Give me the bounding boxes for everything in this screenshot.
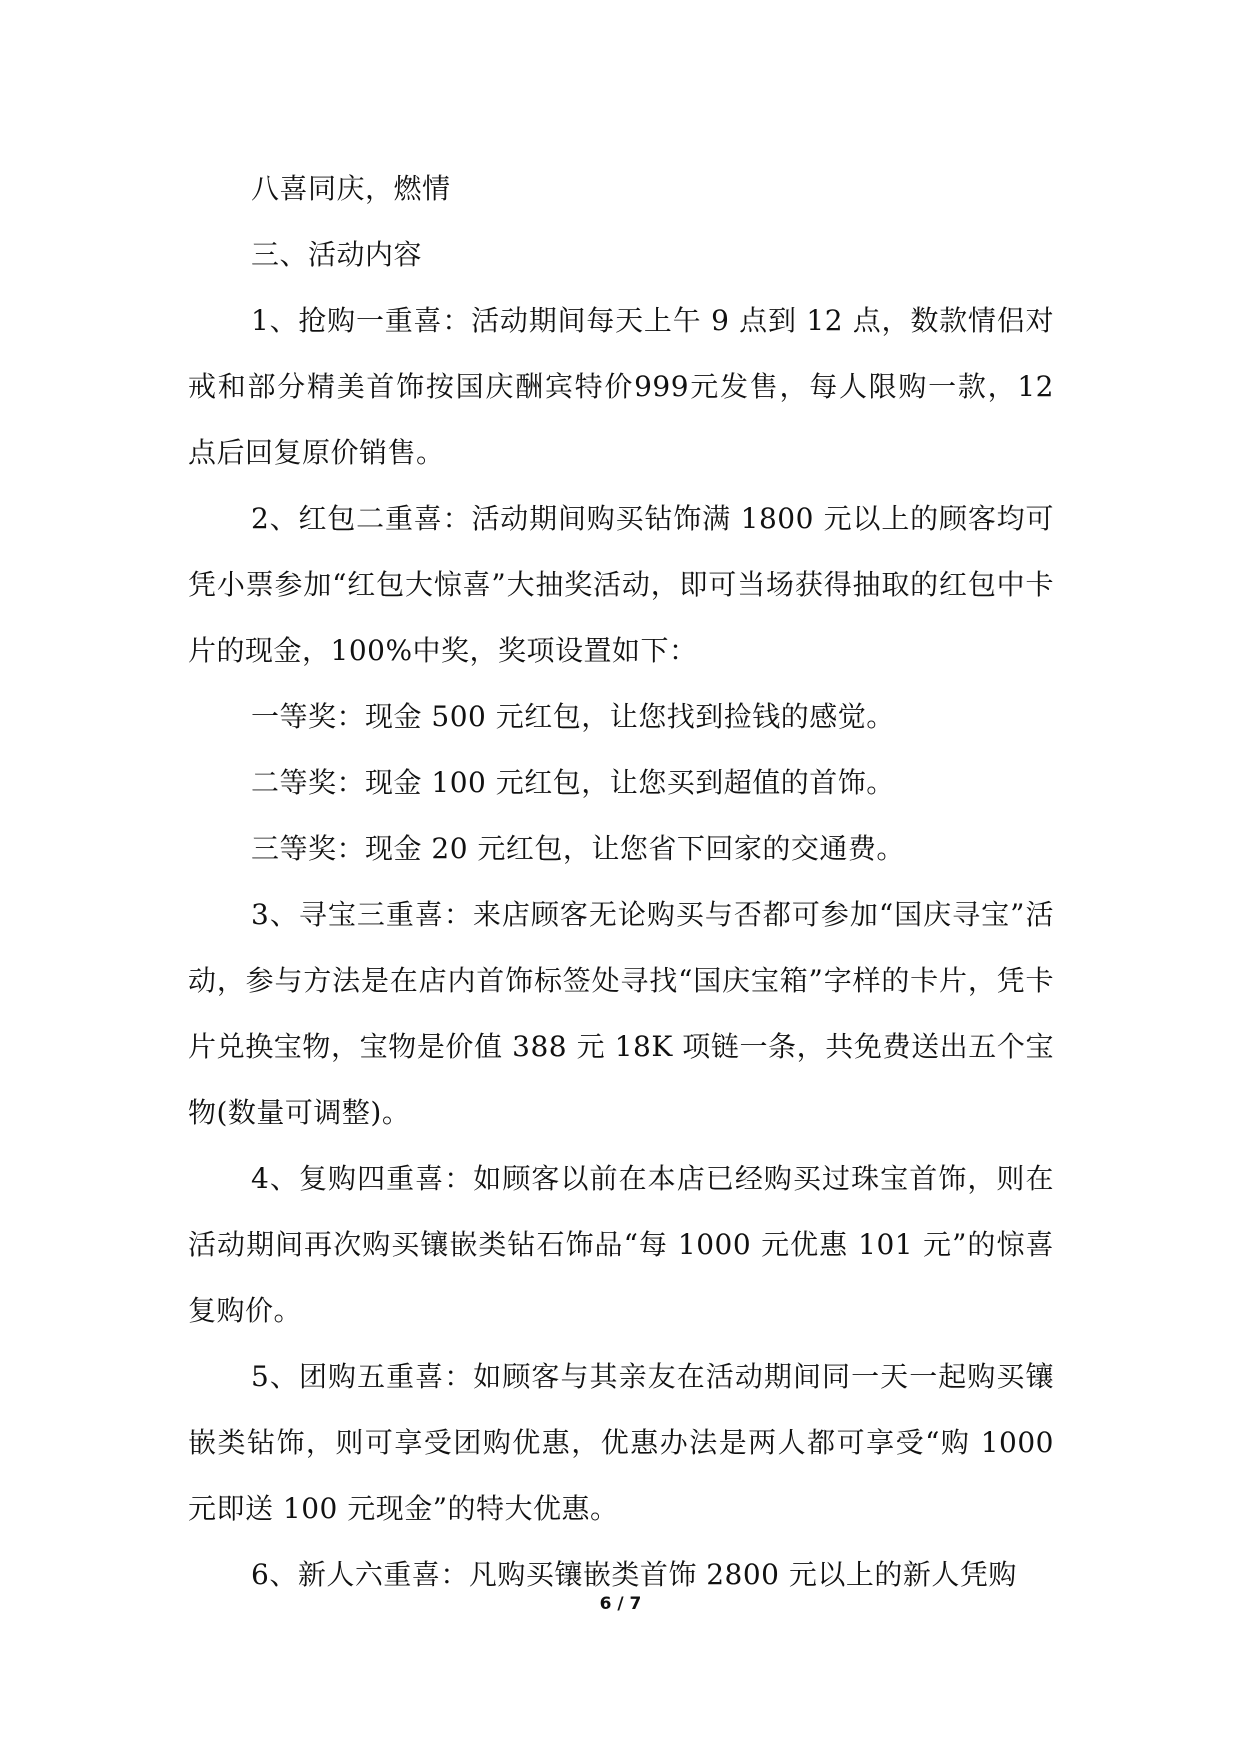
paragraph-item-6: 6、新人六重喜：凡购买镶嵌类首饰 2800 元以上的新人凭购 — [251, 1558, 1017, 1591]
section-heading: 三、活动内容 — [251, 238, 423, 271]
paragraph-intro-line: 八喜同庆，燃情 — [251, 172, 451, 205]
prize-first: 一等奖：现金 500 元红包，让您找到捡钱的感觉。 — [251, 700, 895, 733]
prize-second: 二等奖：现金 100 元红包，让您买到超值的首饰。 — [251, 766, 895, 799]
paragraph-item-3: 3、寻宝三重喜：来店顾客无论购买与否都可参加“国庆寻宝”活动，参与方法是在店内首饰标签处寻找“国庆宝箱”字样的卡片，凭卡片兑换宝物，宝物是价值 388 元 18K 项链一条，共免费送出五个宝物(数量可调整)。 — [188, 898, 1054, 1129]
paragraph-item-5: 5、团购五重喜：如顾客与其亲友在活动期间同一天一起购买镶嵌类钻饰，则可享受团购优惠，优惠办法是两人都可享受“购 1000 元即送 100 元现金”的特大优惠。 — [188, 1360, 1054, 1525]
paragraph-item-4: 4、复购四重喜：如顾客以前在本店已经购买过珠宝首饰，则在活动期间再次购买镶嵌类钻石饰品“每 1000 元优惠 101 元”的惊喜复购价。 — [188, 1162, 1054, 1327]
page-number: 6 / 7 — [599, 1594, 642, 1614]
paragraph-item-2: 2、红包二重喜：活动期间购买钻饰满 1800 元以上的顾客均可凭小票参加“红包大惊喜”大抽奖活动，即可当场获得抽取的红包中卡片的现金，100%中奖，奖项设置如下： — [188, 502, 1054, 667]
paragraph-item-1: 1、抢购一重喜：活动期间每天上午 9 点到 12 点，数款情侣对戒和部分精美首饰按国庆酬宾特价999元发售，每人限购一款，12 点后回复原价销售。 — [188, 304, 1054, 469]
document-body — [188, 156, 1054, 1608]
prize-third: 三等奖：现金 20 元红包，让您省下回家的交通费。 — [251, 832, 905, 865]
